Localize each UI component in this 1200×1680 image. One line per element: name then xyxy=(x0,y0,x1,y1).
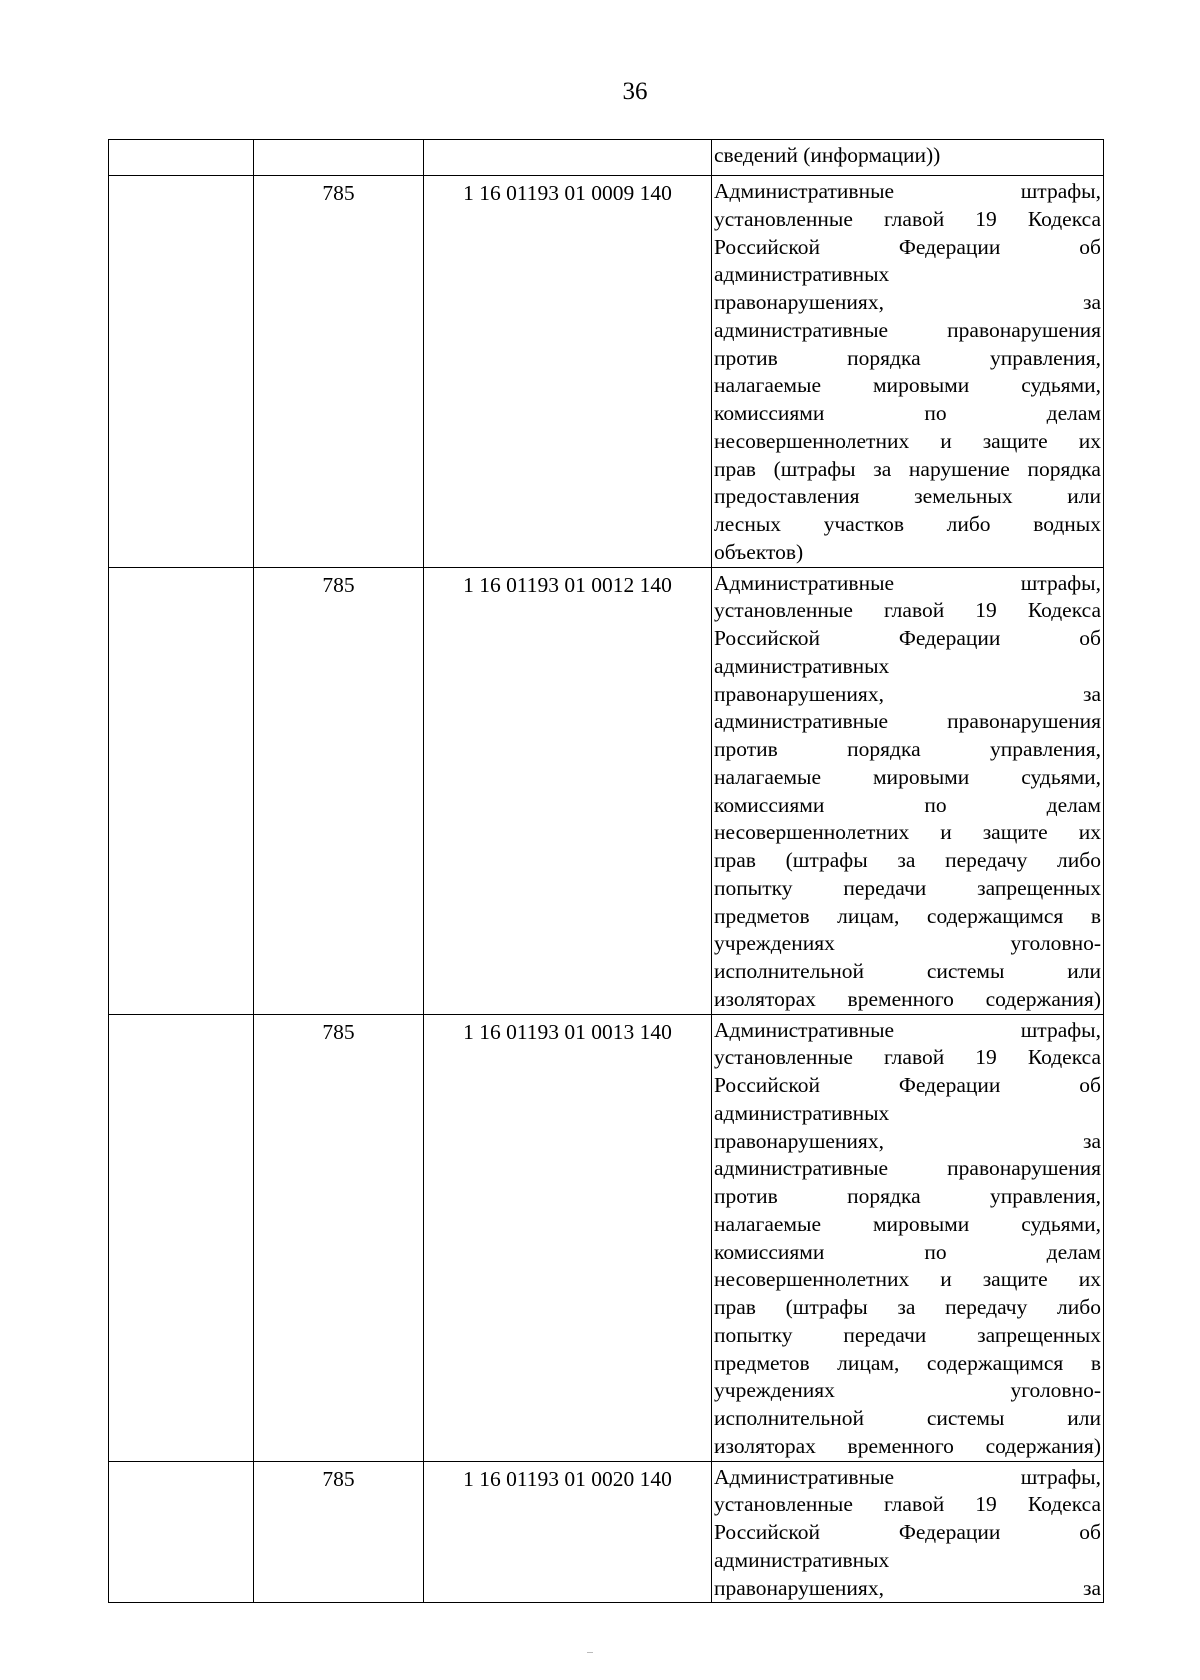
description-word: Кодекса xyxy=(1027,206,1101,231)
description-word: земельных xyxy=(914,484,1013,509)
description-word: против xyxy=(714,345,778,370)
description-word: установленные xyxy=(714,206,853,231)
description-word: (штрафы xyxy=(773,456,856,481)
description-word: комиссиями xyxy=(714,401,825,425)
description-word: штрафы, xyxy=(1020,570,1101,595)
description-line xyxy=(714,1433,1101,1461)
description-word: управления, xyxy=(990,737,1101,761)
description-word: Федерации xyxy=(898,626,1001,650)
description-line: административных xyxy=(714,653,890,678)
description-word: либо xyxy=(1057,848,1101,872)
description-line xyxy=(714,681,1101,709)
description-word: налагаемые xyxy=(714,373,822,398)
description-line xyxy=(714,1044,1101,1072)
description-word: Федерации xyxy=(898,1520,1001,1544)
description-word: Кодекса xyxy=(1027,1492,1101,1517)
description-line: сведений (информации)) xyxy=(714,143,941,167)
description-word: Российской xyxy=(714,1520,820,1544)
description-line xyxy=(714,456,1101,484)
description-word: 19 xyxy=(975,206,997,231)
description-word: несовершеннолетних xyxy=(714,428,910,453)
description-word: и xyxy=(940,820,952,845)
description-word: порядка xyxy=(1027,456,1101,481)
description-cell xyxy=(712,1014,1104,1461)
description-line xyxy=(714,1464,1101,1492)
description-word: либо xyxy=(946,512,991,536)
description-word: по xyxy=(924,792,947,817)
description-word: об xyxy=(1079,1073,1101,1097)
kbk-code-cell: 1 16 01193 01 0013 140 xyxy=(424,1014,712,1461)
description-word: либо xyxy=(1057,1295,1101,1319)
description-word: правонарушения xyxy=(947,1156,1101,1181)
description-word: установленные xyxy=(714,598,853,623)
description-word: правонарушениях, xyxy=(714,290,884,314)
description-line xyxy=(714,1377,1101,1405)
description-word: (штрафы xyxy=(785,848,868,872)
description-word: защите xyxy=(982,428,1048,453)
table-row xyxy=(109,1014,1104,1461)
description-word: Административные xyxy=(714,570,895,595)
description-line xyxy=(714,345,1101,373)
description-line xyxy=(714,903,1101,931)
description-word: временного xyxy=(847,986,954,1011)
description-word: Административные xyxy=(714,1464,895,1489)
description-word: прав xyxy=(714,1295,756,1319)
description-word: прав xyxy=(714,456,756,481)
description-word: 19 xyxy=(975,1045,997,1070)
description-word: (штрафы xyxy=(785,1295,868,1319)
description-word: главой xyxy=(883,1045,945,1070)
description-word: правонарушениях, xyxy=(714,681,884,706)
description-word: изоляторах xyxy=(714,986,816,1011)
description-word: и xyxy=(940,428,952,453)
description-line xyxy=(714,1350,1101,1378)
description-word: Административные xyxy=(714,1017,895,1042)
description-word: налагаемые xyxy=(714,764,822,789)
description-line xyxy=(714,597,1101,625)
description-word: судьями, xyxy=(1021,1211,1101,1236)
description-word: мировыми xyxy=(872,764,970,789)
description-word: об xyxy=(1079,626,1101,650)
description-word: установленные xyxy=(714,1492,853,1517)
description-line xyxy=(714,570,1101,598)
description-word: защите xyxy=(982,1267,1048,1292)
description-word: порядка xyxy=(847,737,921,761)
description-word: против xyxy=(714,737,778,761)
description-line xyxy=(714,764,1101,792)
description-word: правонарушения xyxy=(947,317,1101,342)
description-line xyxy=(714,1183,1101,1211)
empty-cell xyxy=(109,1461,254,1603)
description-word: временного xyxy=(847,1433,954,1458)
table-row xyxy=(109,1461,1104,1603)
empty-cell xyxy=(424,140,712,176)
description-line xyxy=(714,1294,1101,1322)
description-word: за xyxy=(1082,681,1101,706)
description-word: изоляторах xyxy=(714,1433,816,1458)
description-word: управления, xyxy=(990,1184,1101,1208)
page-number: 36 xyxy=(622,78,648,105)
description-cell xyxy=(712,1461,1104,1603)
description-line: административных xyxy=(714,1100,890,1125)
description-word: или xyxy=(1067,959,1101,983)
description-line xyxy=(714,625,1101,653)
description-line xyxy=(714,930,1101,958)
description-word: лицам, xyxy=(837,903,900,928)
description-line xyxy=(714,1072,1101,1100)
kbk-code-cell: 1 16 01193 01 0009 140 xyxy=(424,176,712,568)
description-word: уголовно- xyxy=(1010,1378,1101,1403)
description-word: комиссиями xyxy=(714,792,825,817)
description-word: главой xyxy=(883,598,945,623)
description-word: Кодекса xyxy=(1027,1045,1101,1070)
description-word: содержащимся xyxy=(926,903,1064,928)
description-word: предметов xyxy=(714,903,810,928)
description-word: делам xyxy=(1046,401,1101,425)
empty-cell xyxy=(109,140,254,176)
description-word: делам xyxy=(1046,1239,1101,1264)
description-line xyxy=(714,875,1101,903)
empty-cell xyxy=(109,176,254,568)
description-word: учреждениях xyxy=(714,931,835,956)
description-word: правонарушениях, xyxy=(714,1575,884,1600)
description-word: судьями, xyxy=(1021,764,1101,789)
description-line xyxy=(714,400,1101,428)
description-word: системы xyxy=(926,959,1005,983)
description-word: передачу xyxy=(945,1295,1028,1319)
description-line xyxy=(714,289,1101,317)
description-word: исполнительной xyxy=(714,959,864,983)
description-line xyxy=(714,511,1101,539)
description-word: порядка xyxy=(847,345,921,370)
description-word: их xyxy=(1078,820,1101,845)
description-line xyxy=(714,1128,1101,1156)
description-word: Российской xyxy=(714,234,820,259)
description-word: административные xyxy=(714,1156,889,1181)
description-word: защите xyxy=(982,820,1048,845)
description-word: в xyxy=(1090,903,1101,928)
description-word: их xyxy=(1078,1267,1101,1292)
description-word: исполнительной xyxy=(714,1406,864,1430)
description-word: административные xyxy=(714,317,889,342)
description-line xyxy=(714,428,1101,456)
empty-cell xyxy=(109,1014,254,1461)
description-line xyxy=(714,792,1101,820)
description-line xyxy=(714,234,1101,262)
description-line xyxy=(714,847,1101,875)
description-word: против xyxy=(714,1184,778,1208)
kbk-code-cell: 1 16 01193 01 0012 140 xyxy=(424,567,712,1014)
description-word: участков xyxy=(823,512,904,536)
description-word: делам xyxy=(1046,792,1101,817)
description-word: мировыми xyxy=(872,1211,970,1236)
description-word: запрещенных xyxy=(977,1322,1101,1347)
description-word: судьями, xyxy=(1021,373,1101,398)
description-word: Федерации xyxy=(898,234,1001,259)
description-word: мировыми xyxy=(872,373,970,398)
description-line: объектов) xyxy=(714,539,804,564)
description-word: правонарушения xyxy=(947,709,1101,734)
description-word: налагаемые xyxy=(714,1211,822,1236)
description-word: за xyxy=(1082,290,1101,314)
description-line: административных xyxy=(714,262,890,287)
description-line xyxy=(714,736,1101,764)
description-line xyxy=(714,1266,1101,1294)
description-word: лесных xyxy=(714,512,782,536)
description-line xyxy=(714,1405,1101,1433)
description-word: Административные xyxy=(714,179,895,203)
description-line xyxy=(714,372,1101,400)
description-word: системы xyxy=(926,1406,1005,1430)
kbk-code-cell: 1 16 01193 01 0020 140 xyxy=(424,1461,712,1603)
description-word: предоставления xyxy=(714,484,860,509)
admin-code-cell: 785 xyxy=(254,1461,424,1603)
empty-cell xyxy=(109,567,254,1014)
description-word: за xyxy=(897,1295,916,1319)
description-line: административных xyxy=(714,1547,890,1572)
description-line xyxy=(714,178,1101,206)
description-line xyxy=(714,1155,1101,1183)
description-word: водных xyxy=(1033,512,1101,536)
description-word: их xyxy=(1078,428,1101,453)
description-word: попытку xyxy=(714,1322,793,1347)
description-word: содержащимся xyxy=(926,1350,1064,1375)
description-line xyxy=(714,819,1101,847)
table-row xyxy=(109,176,1104,568)
table-row-continued xyxy=(109,140,1104,176)
description-word: установленные xyxy=(714,1045,853,1070)
description-word: запрещенных xyxy=(977,875,1101,900)
description-word: правонарушениях, xyxy=(714,1128,884,1153)
description-word: несовершеннолетних xyxy=(714,820,910,845)
description-word: об xyxy=(1079,234,1101,259)
description-cell xyxy=(712,567,1104,1014)
admin-code-cell: 785 xyxy=(254,567,424,1014)
description-word: содержания) xyxy=(985,1433,1101,1458)
table-row xyxy=(109,567,1104,1014)
budget-codes-table xyxy=(108,139,1104,1603)
description-word: передачи xyxy=(843,875,927,900)
description-word: главой xyxy=(883,206,945,231)
description-word: нарушение xyxy=(908,456,1010,481)
description-line xyxy=(714,317,1101,345)
description-word: по xyxy=(924,1239,947,1264)
description-line xyxy=(714,483,1101,511)
description-word: административные xyxy=(714,709,889,734)
description-word: уголовно- xyxy=(1010,931,1101,956)
description-cell xyxy=(712,140,1104,176)
description-word: передачи xyxy=(843,1322,927,1347)
description-line xyxy=(714,1211,1101,1239)
description-word: в xyxy=(1090,1350,1101,1375)
description-line xyxy=(714,1239,1101,1267)
description-word: Кодекса xyxy=(1027,598,1101,623)
description-word: штрафы, xyxy=(1020,1464,1101,1489)
description-line xyxy=(714,1491,1101,1519)
description-line xyxy=(714,206,1101,234)
description-line xyxy=(714,708,1101,736)
description-word: за xyxy=(873,456,892,481)
description-word: содержания) xyxy=(985,986,1101,1011)
description-word: порядка xyxy=(847,1184,921,1208)
scan-mark xyxy=(587,1652,593,1653)
description-word: штрафы, xyxy=(1020,1017,1101,1042)
description-word: попытку xyxy=(714,875,793,900)
description-word: несовершеннолетних xyxy=(714,1267,910,1292)
description-line xyxy=(714,986,1101,1014)
description-word: 19 xyxy=(975,1492,997,1517)
description-line xyxy=(714,1322,1101,1350)
description-word: комиссиями xyxy=(714,1239,825,1264)
description-word: Российской xyxy=(714,1073,820,1097)
description-word: предметов xyxy=(714,1350,810,1375)
description-word: и xyxy=(940,1267,952,1292)
description-word: штрафы, xyxy=(1020,179,1101,203)
description-word: за xyxy=(1082,1575,1101,1600)
admin-code-cell: 785 xyxy=(254,176,424,568)
description-word: по xyxy=(924,401,947,425)
description-line xyxy=(714,1519,1101,1547)
description-word: лицам, xyxy=(837,1350,900,1375)
description-word: Российской xyxy=(714,626,820,650)
empty-cell xyxy=(254,140,424,176)
description-word: управления, xyxy=(990,345,1101,370)
admin-code-cell: 785 xyxy=(254,1014,424,1461)
description-word: главой xyxy=(883,1492,945,1517)
description-word: или xyxy=(1067,1406,1101,1430)
description-line xyxy=(714,958,1101,986)
description-line xyxy=(714,1017,1101,1045)
description-word: 19 xyxy=(975,598,997,623)
description-word: прав xyxy=(714,848,756,872)
description-word: учреждениях xyxy=(714,1378,835,1403)
description-word: за xyxy=(897,848,916,872)
description-word: об xyxy=(1079,1520,1101,1544)
description-word: или xyxy=(1067,484,1101,509)
description-word: Федерации xyxy=(898,1073,1001,1097)
description-word: за xyxy=(1082,1128,1101,1153)
description-cell xyxy=(712,176,1104,568)
description-line xyxy=(714,1575,1101,1603)
description-word: передачу xyxy=(945,848,1028,872)
